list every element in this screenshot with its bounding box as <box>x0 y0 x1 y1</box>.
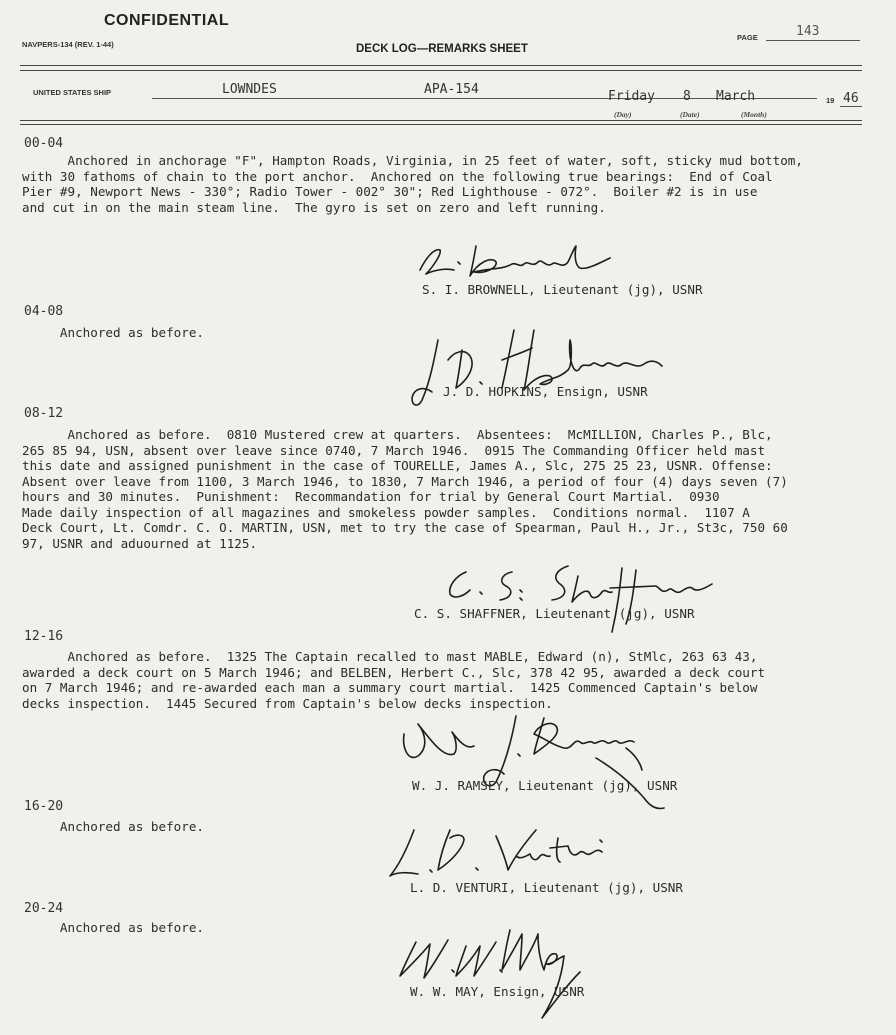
handwritten-signature <box>404 326 664 412</box>
page-number-line <box>766 40 860 41</box>
handwritten-signature <box>392 920 592 1024</box>
log-date: 8 <box>683 89 691 104</box>
header-divider-bottom <box>20 120 862 121</box>
watch-period: 00-04 <box>24 136 64 151</box>
header-divider-top <box>20 65 862 66</box>
date-caption: (Date) <box>680 110 700 119</box>
log-year: 46 <box>843 91 859 106</box>
handwritten-signature <box>380 826 620 886</box>
handwritten-signature <box>412 240 612 282</box>
watch-entry: Anchored in anchorage "F", Hampton Roads, Virginia, in 25 feet of water, soft, sticky mud bottom, with 30 fathoms of chain to the port anchor. Anchored on the following true bearings: End of Coal Pier #9, Newport News - 330°; Radio Tower - 002° 30"; Red Lighthouse - 072°. Boiler #2 is in use and cut in on the main steam line. The gyro is set on zero and left running. <box>22 153 803 215</box>
handwritten-signature <box>396 698 668 818</box>
day-caption: (Day) <box>614 110 632 119</box>
handwritten-signature <box>440 562 720 634</box>
page-number: 143 <box>796 24 820 39</box>
officer-signature: W. J. RAMSEY, Lieutenant (jg), USNR <box>412 778 678 793</box>
watch-period: 12-16 <box>24 629 64 644</box>
page-title: DECK LOG—REMARKS SHEET <box>356 43 528 55</box>
header-divider-bottom-second <box>20 124 862 125</box>
form-number: NAVPERS-134 (REV. 1-44) <box>22 40 114 49</box>
log-day: Friday <box>608 89 655 104</box>
watch-entry: Anchored as before. 1325 The Captain recalled to mast MABLE, Edward (n), StMlc, 263 63 43, awarded a deck court on 5 March 1946; and BELBEN, Herbert C., Slc, 378 42 95, awarded a deck court on 7 March 1946; and re-awarded each man a summary court martial. 1425 Commenced Captain's below decks inspection. 1445 Secured from Captain's below decks inspection. <box>22 649 766 711</box>
watch-period: 20-24 <box>24 901 64 916</box>
watch-entry: Anchored as before. <box>22 920 204 935</box>
year-line <box>840 106 862 107</box>
ship-designation: APA-154 <box>424 82 479 97</box>
classification-marking: CONFIDENTIAL <box>104 12 230 29</box>
log-month: March <box>716 89 756 104</box>
watch-period: 08-12 <box>24 406 64 421</box>
header-divider-second <box>20 70 862 71</box>
officer-signature: L. D. VENTURI, Lieutenant (jg), USNR <box>410 880 683 895</box>
officer-signature: J. D. HOPKINS, Ensign, USNR <box>443 384 648 399</box>
watch-period: 04-08 <box>24 304 64 319</box>
ship-label: UNITED STATES SHIP <box>33 88 112 97</box>
year-prefix: 19 <box>826 96 835 105</box>
officer-signature: W. W. MAY, Ensign, USNR <box>410 984 585 999</box>
ship-name: LOWNDES <box>222 82 277 97</box>
page-label: PAGE <box>737 33 758 42</box>
watch-entry: Anchored as before. <box>22 819 204 834</box>
watch-period: 16-20 <box>24 799 64 814</box>
officer-signature: S. I. BROWNELL, Lieutenant (jg), USNR <box>422 282 703 297</box>
officer-signature: C. S. SHAFFNER, Lieutenant (jg), USNR <box>414 606 695 621</box>
watch-entry: Anchored as before. <box>22 325 204 340</box>
watch-entry: Anchored as before. 0810 Mustered crew at quarters. Absentees: McMILLION, Charles P., Blc, 265 85 94, USN, absent over leave since 0740, 7 March 1946. 0915 The Commanding Officer held mast this date and assigned punishment in the case of TOURELLE, James A., Slc, 275 25 23, USNR. Offense: Absent over leave from 1100, 3 March 1946, to 1830, 7 March 1946, a period of four (4) days seven (7) hours and 30 minutes. Punishment: Recommandation for trial by General Court Martial. 0930 Made daily inspection of all magazines and smokeless powder samples. Conditions normal. 1107 A Deck Court, Lt. Comdr. C. O. MARTIN, USN, met to try the case of Spearman, Paul H., Jr., St3c, 750 60 97, USNR and aduourned at 1125. <box>22 427 788 551</box>
month-caption: (Month) <box>741 110 767 119</box>
